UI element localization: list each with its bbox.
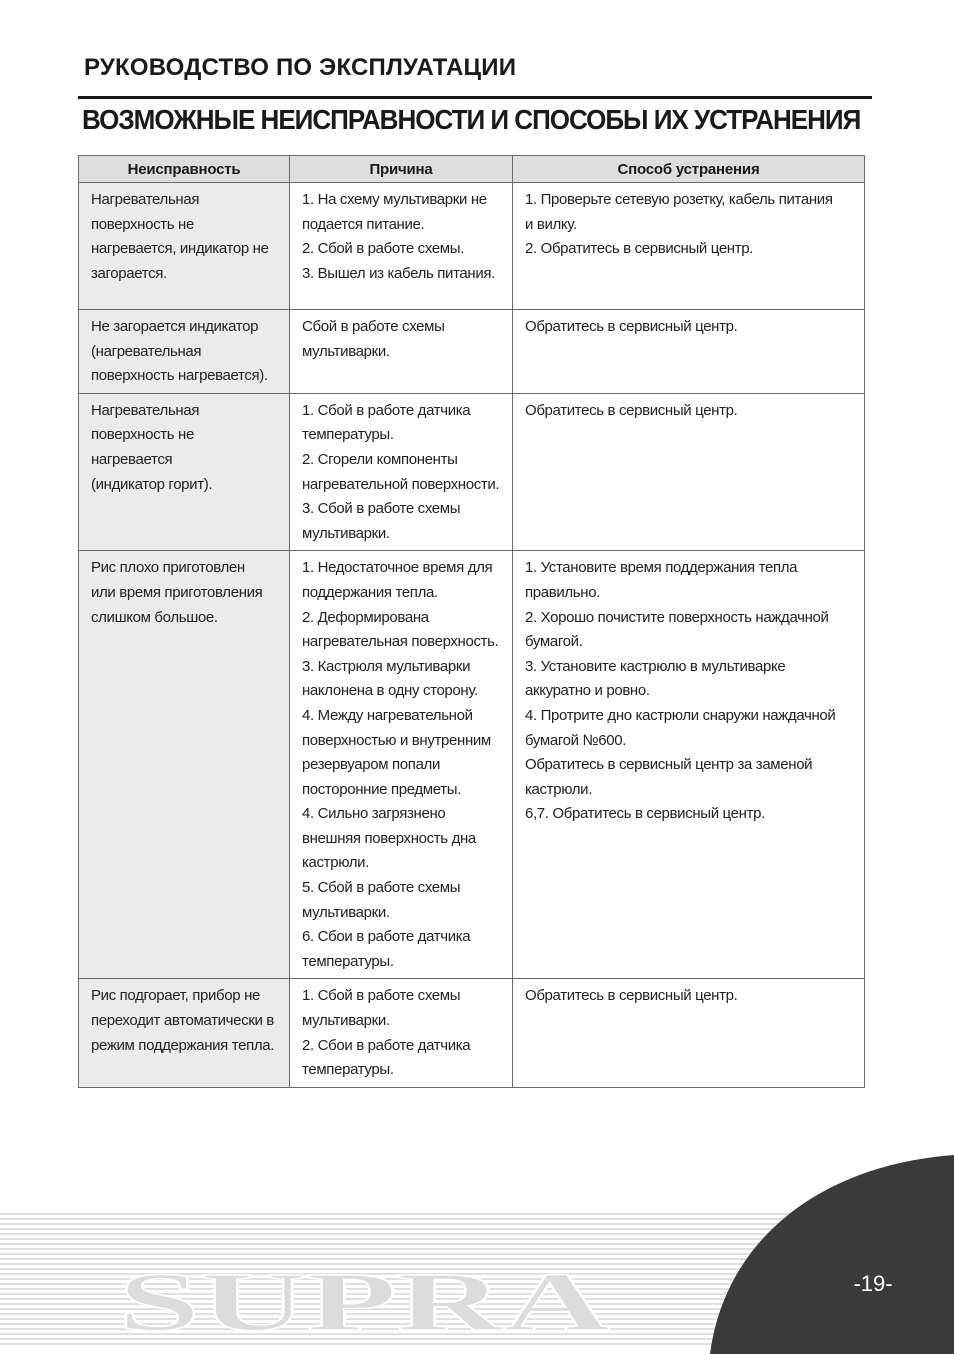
cause-text: 1. На схему мультиварки не подается питание. 2. Сбой в работе схемы. 3. Вышел из кабель питания. <box>302 191 495 282</box>
fault-text: Не загорается индикатор (нагревательная поверхность нагревается). <box>91 318 268 385</box>
fault-text: Нагревательная поверхность не нагревается (индикатор горит). <box>91 401 213 493</box>
cause-cell <box>290 551 513 979</box>
brand-name: SUPRA <box>118 1256 611 1349</box>
cause-text: 1. Сбой в работе схемы мультиварки. 2. Сбои в работе датчика температуры. <box>302 987 471 1079</box>
table-header-row <box>79 156 865 183</box>
remedy-cell <box>513 183 865 310</box>
supra-logo <box>0 1256 700 1349</box>
fault-text: Рис подгорает, прибор не переходит автоматически в режим поддержания тепла. <box>91 987 275 1054</box>
fault-cell <box>79 979 290 1087</box>
fault-cell <box>79 393 290 551</box>
remedy-text: 1. Проверьте сетевую розетку, кабель питания и вилку. 2. Обратитесь в сервисный центр. <box>525 191 833 258</box>
column-header-remedy: Способ устранения <box>513 156 865 183</box>
table-row <box>79 393 865 551</box>
page-title: ВОЗМОЖНЫЕ НЕИСПРАВНОСТИ И СПОСОБЫ ИХ УСТРАНЕНИЯ <box>82 104 861 135</box>
troubleshooting-table <box>78 155 865 1088</box>
cause-cell <box>290 393 513 551</box>
remedy-text: Обратитесь в сервисный центр. <box>525 401 738 419</box>
remedy-cell <box>513 551 865 979</box>
cause-cell <box>290 979 513 1087</box>
cause-cell <box>290 183 513 310</box>
manual-title: РУКОВОДСТВО ПО ЭКСПЛУАТАЦИИ <box>84 54 517 81</box>
cause-text: 1. Сбой в работе датчика температуры. 2. Сгорели компоненты нагревательной поверхности. 3. Сбой в работе схемы мультиварки. <box>302 401 500 542</box>
fault-cell <box>79 183 290 310</box>
page-corner-decoration <box>700 1155 954 1354</box>
remedy-text: 1. Установите время поддержания тепла правильно. 2. Хорошо почистите поверхность наждачной бумагой. 3. Установите кастрюлю в мультиварке аккуратно и ровно. 4. Протрите дно кастрюли снаружи наждачной бумагой №600. Обратитесь в сервисный центр за заменой кастрюли. 6,7. Обратитесь в сервисный центр. <box>525 559 836 823</box>
cause-cell <box>290 310 513 394</box>
fault-text: Рис плохо приготовлен или время приготовления слишком большое. <box>91 559 263 626</box>
fault-cell <box>79 551 290 979</box>
table-row <box>79 183 865 310</box>
cause-text: Сбой в работе схемы мультиварки. <box>302 318 445 360</box>
page-number: -19- <box>853 1271 893 1296</box>
table-row <box>79 979 865 1087</box>
remedy-text: Обратитесь в сервисный центр. <box>525 987 738 1005</box>
table-row <box>79 310 865 394</box>
cause-text: 1. Недостаточное время для поддержания тепла. 2. Деформирована нагревательная поверхность. 3. Кастрюля мультиварки наклонена в одну сторону. 4. Между нагревательной поверхностью и внутренним резервуаром попали посторонние предметы. 4. Сильно загрязнено внешняя поверхность дна кастрюли. 5. Сбой в работе схемы мультиварки. 6. Сбои в работе датчика температуры. <box>302 559 499 970</box>
remedy-cell <box>513 393 865 551</box>
fault-text: Нагревательная поверхность не нагревается, индикатор не загорается. <box>91 191 269 282</box>
column-header-fault: Неисправность <box>79 156 290 183</box>
fault-cell <box>79 310 290 394</box>
remedy-cell <box>513 979 865 1087</box>
table-row <box>79 551 865 979</box>
remedy-text: Обратитесь в сервисный центр. <box>525 318 738 335</box>
column-header-cause: Причина <box>290 156 513 183</box>
header-rule <box>78 96 872 99</box>
remedy-cell <box>513 310 865 394</box>
